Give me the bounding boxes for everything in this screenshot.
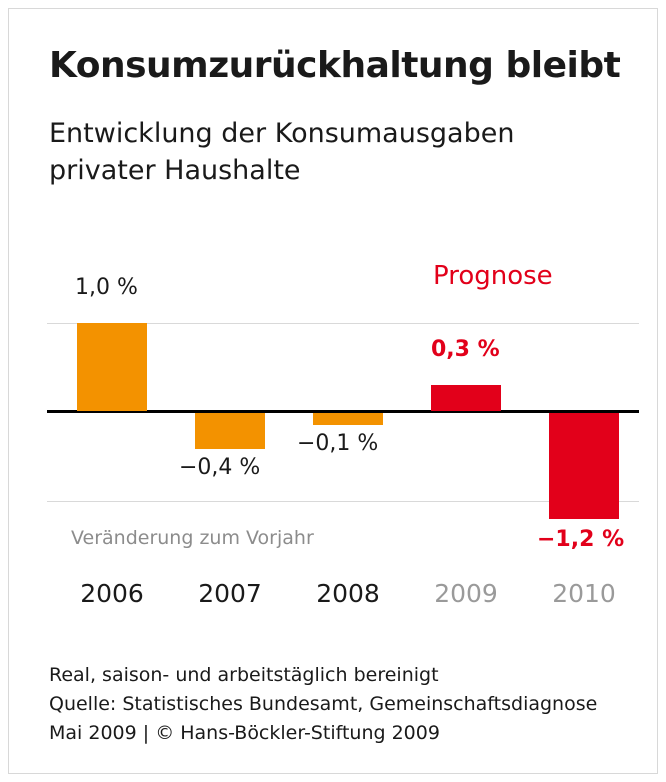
bar-2007 [195,413,265,449]
footnotes [49,661,649,748]
page-subtitle [49,115,629,190]
chart-frame [8,8,658,774]
xtick-2006: 2006 [80,579,144,608]
bar-label-2009: 0,3 % [431,337,500,362]
change-note: Veränderung zum Vorjahr [71,527,314,549]
xtick-2008: 2008 [316,579,380,608]
xtick-2009: 2009 [434,579,498,608]
bar-label-2007: −0,4 % [179,455,261,480]
bar-2009 [431,385,501,411]
bar-2006 [77,323,147,411]
bar-2008 [313,413,383,425]
footnote-line-1: Real, saison- und arbeitstäglich bereinigt [49,664,439,686]
xtick-2007: 2007 [198,579,262,608]
footnote-line-3: Mai 2009 | © Hans-Böckler-Stiftung 2009 [49,722,440,745]
subtitle-line-1: Entwicklung der Konsumausgaben [49,118,515,149]
xtick-2010: 2010 [552,579,616,608]
bar-label-2008: −0,1 % [297,431,379,456]
bar-label-2010: −1,2 % [537,527,625,552]
subtitle-line-2: privater Haushalte [49,155,301,187]
page-title: Konsumzurückhaltung bleibt [49,45,621,86]
bar-2010 [549,413,619,519]
forecast-annotation: Prognose [433,261,553,291]
footnote-line-2: Quelle: Statistisches Bundesamt, Gemeinschaftsdiagnose [49,693,598,716]
bar-chart [45,249,641,639]
bar-label-2006: 1,0 % [75,275,138,300]
